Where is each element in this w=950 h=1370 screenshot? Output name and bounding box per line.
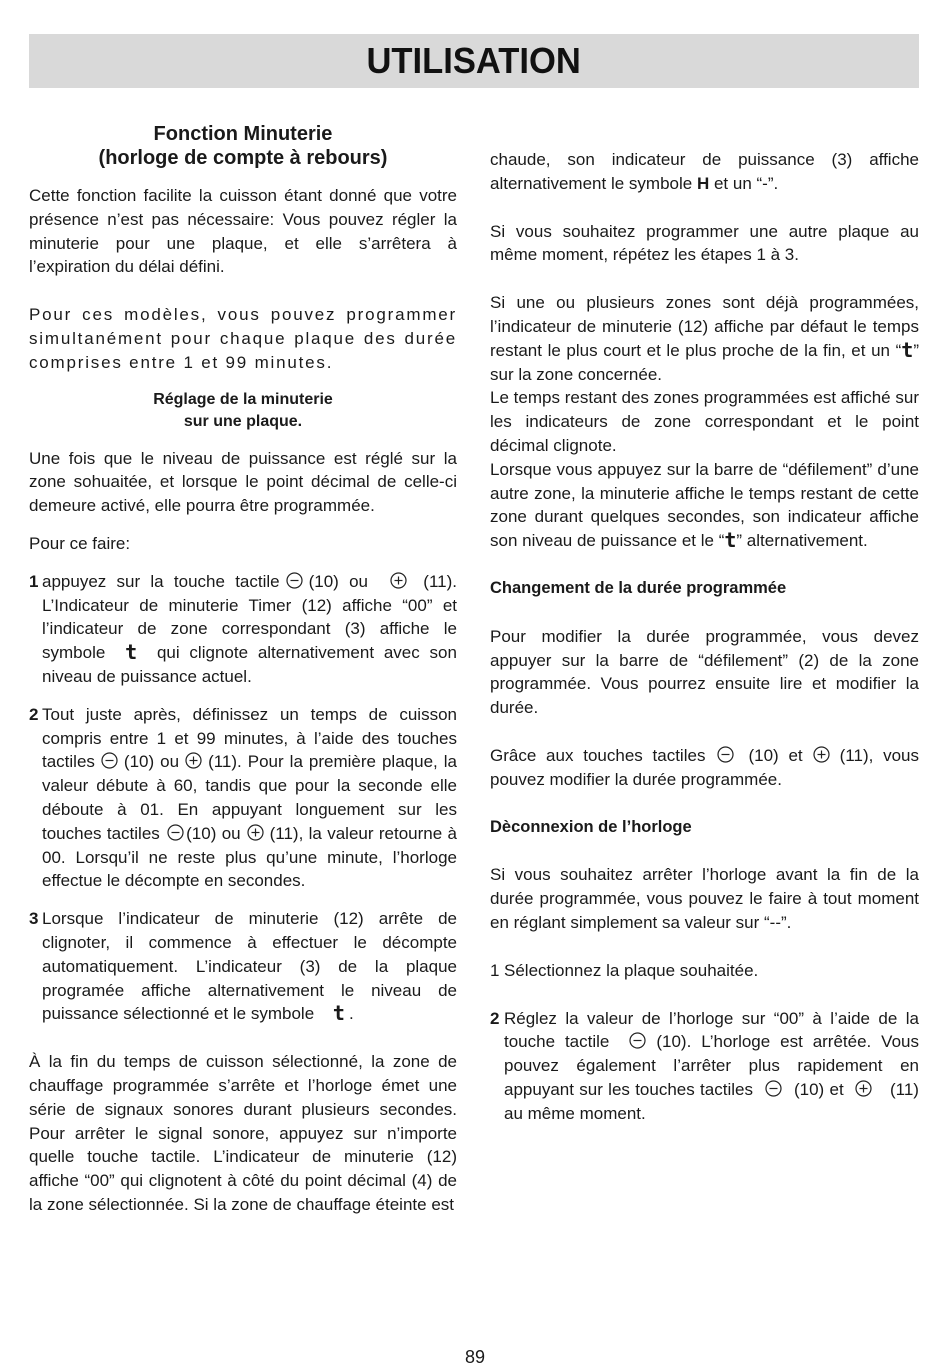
plus-circle-icon	[813, 746, 830, 763]
disconnect-heading: Dèconnexion de l’horloge	[490, 817, 692, 836]
intro-paragraph: Cette fonction facilite la cuisson étant donné que votre présence n’est pas nécessaire: Vous pouvez régler la minuterie pour une plaque, et elle s’arrêtera à l’expiration du délai défini.	[29, 186, 457, 277]
scroll-paragraph: Lorsque vous appuyez sur la barre de “défilement” d’une autre zone, la minuterie affiche le temps restant de cette zone durant quelques secondes, son indicateur affiche son niveau de puissance et le “t” alternativement.	[490, 459, 919, 553]
rest-paragraph: Le temps restant des zones programmées est affiché sur les indicateurs de zone correspondant et le point décimal clignote.	[490, 388, 919, 455]
plus-circle-icon	[247, 824, 264, 841]
subsection-title-line2: sur une plaque.	[183, 412, 303, 430]
page-number: 89	[464, 1347, 486, 1367]
step-number: 2	[29, 704, 39, 724]
disconnect-paragraph: Si vous souhaitez arrêter l’horloge avant la fin de la durée programmée, vous pouvez le faire à tout moment en réglant simplement sa valeur sur “--”.	[490, 865, 919, 932]
step-2: 2 Tout juste après, définissez un temps de cuisson compris entre 1 et 99 minutes, à l’aide des touches tactiles (10) ou (11). Pour la première plaque, la valeur débute à 60, tandis que pour la seconde elle déboute à 01. En appuyant longuement sur les touches tactiles (10) ou (11), la valeur retourne à 00. Lorsqu’il ne reste plus qu’une minute, l’horloge effectue le décompte en secondes.	[29, 703, 457, 893]
disconnect-step-1: 1 Sélectionnez la plaque souhaitée.	[490, 959, 919, 983]
page-title: UTILISATION	[366, 40, 582, 81]
change-paragraph: Pour modifier la durée programmée, vous devez appuyer sur la barre de “défilement” (2) de la zone programmée. Vous pourrez ensuite lire et modifier la durée.	[490, 626, 919, 718]
models-paragraph: Pour ces modèles, vous pouvez programmer simultanément pour chaque plaque des durée comprises entre 1 et 99 minutes.	[29, 305, 457, 372]
minus-circle-icon	[286, 572, 303, 589]
continued-paragraph: chaude, son indicateur de puissance (3) affiche alternativement le symbole H et un “-”.	[490, 150, 919, 193]
minus-circle-icon	[167, 824, 184, 841]
end-paragraph: À la fin du temps de cuisson sélectionné, la zone de chauffage programmée s’arrête et l’horloge émet une série de signaux sonores durant plusieurs secondes. Pour arrêter le signal sonore, appuyez sur n’importe quelle touche tactile. L’indicateur de minuterie (12) affiche “00” qui clignotent à côté du point décimal (4) de la zone sélectionnée. Si la zone de chauffage éteinte est	[29, 1052, 457, 1214]
timer-symbol: t	[332, 1001, 345, 1026]
step-number: 3	[29, 909, 39, 929]
pour-ce-faire: Pour ce faire:	[29, 533, 131, 553]
plus-circle-icon	[185, 752, 202, 769]
section-title-line1: Fonction Minuterie	[153, 123, 333, 145]
change-heading: Changement de la durée programmée	[490, 578, 787, 597]
step-number: 1	[490, 960, 500, 980]
step-1: 1 appuyez sur la touche tactile (10) ou (11). L’Indicateur de minuterie Timer (12) affiche “00” et l’indicateur de zone correspondant (3) affiche le symbole t qui clignote alternativement avec son niveau de puissance actuel.	[29, 570, 457, 689]
plus-circle-icon	[390, 572, 407, 589]
section-title	[29, 122, 457, 170]
page-header	[29, 34, 919, 88]
timer-symbol: t	[901, 337, 914, 362]
step-number: 2	[490, 1008, 500, 1028]
minus-circle-icon	[629, 1032, 646, 1049]
subsection-title	[29, 389, 457, 433]
timer-symbol: t	[125, 640, 138, 665]
once-paragraph: Une fois que le niveau de puissance est réglé sur la zone sohuaitée, et lorsque le point décimal de celle-ci demeure activé, elle pourra être programmée.	[29, 448, 457, 516]
minus-circle-icon	[765, 1080, 782, 1097]
subsection-title-line1: Réglage de la minuterie	[153, 390, 333, 408]
section-title-line2: (horloge de compte à rebours)	[98, 147, 388, 169]
right-column	[490, 148, 919, 1126]
change-keys-paragraph: Grâce aux touches tactiles (10) et (11), vous pouvez modifier la durée programmée.	[490, 745, 920, 789]
multi-zone-paragraph: Si une ou plusieurs zones sont déjà programmées, l’indicateur de minuterie (12) affiche par défaut le temps restant le plus court et le plus proche de la fin, et un “t” sur la zone concernée.	[490, 293, 919, 384]
step-number: 1	[29, 571, 39, 591]
step-3: 3 Lorsque l’indicateur de minuterie (12) arrête de clignoter, il commence à effectuer le décompte automatiquement. L’indicateur (3) de la plaque programée affiche alternativement le niveau de puissance sélectionné et le symbole t .	[29, 909, 457, 1026]
minus-circle-icon	[101, 752, 118, 769]
left-column	[29, 122, 457, 1217]
plus-circle-icon	[855, 1080, 872, 1097]
timer-symbol: t	[724, 528, 737, 553]
minus-circle-icon	[717, 746, 734, 763]
repeat-paragraph: Si vous souhaitez programmer une autre plaque au même moment, répétez les étapes 1 à 3.	[490, 221, 919, 265]
disconnect-step-2: 2 Réglez la valeur de l’horloge sur “00” à l’aide de la touche tactile (10). L’horloge est arrêtée. Vous pouvez également l’arrêter plus rapidement en appuyant sur les touches tactiles (10) et (11) au même moment.	[490, 1007, 919, 1126]
